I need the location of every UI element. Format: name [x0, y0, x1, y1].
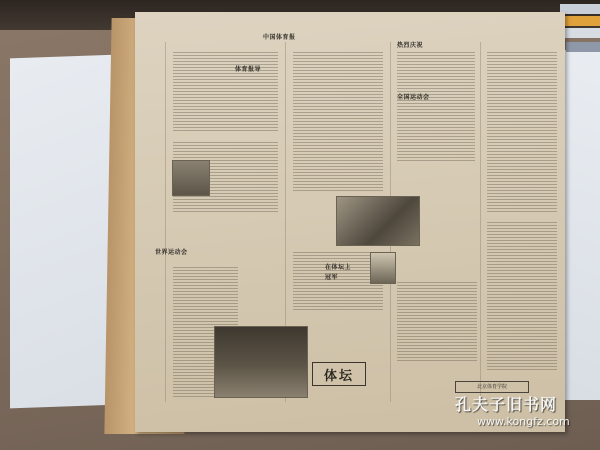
text-column — [397, 52, 475, 162]
headline: 中国体育报 — [263, 34, 296, 41]
book — [564, 16, 600, 26]
text-column — [487, 222, 557, 372]
book — [560, 4, 600, 14]
headline: 全国运动会 — [397, 94, 430, 101]
text-column — [487, 52, 557, 212]
headline: 冠军 — [325, 274, 339, 281]
headline: 热烈庆祝 — [397, 42, 424, 49]
sports-masthead-text: 体坛 — [323, 368, 354, 384]
newspaper-photo — [214, 326, 308, 398]
watermark — [455, 392, 595, 434]
headline: 在体坛上 — [325, 264, 352, 271]
column-rule — [480, 42, 481, 402]
book — [566, 42, 600, 52]
newspaper-photo — [172, 160, 210, 196]
headline: 世界运动会 — [155, 249, 188, 256]
watermark-url: www.kongfz.com — [477, 415, 570, 428]
headline: 体育报导 — [235, 66, 262, 73]
text-column — [173, 52, 278, 132]
text-column — [397, 282, 477, 362]
column-rule — [165, 42, 166, 402]
text-column — [293, 52, 383, 192]
newspaper-photo — [336, 196, 420, 246]
sports-masthead — [312, 362, 366, 386]
newspaper-photo — [370, 252, 396, 284]
watermark-title: 孔夫子旧书网 — [455, 395, 558, 414]
bottom-tag: 北京体育学院 — [455, 381, 529, 393]
